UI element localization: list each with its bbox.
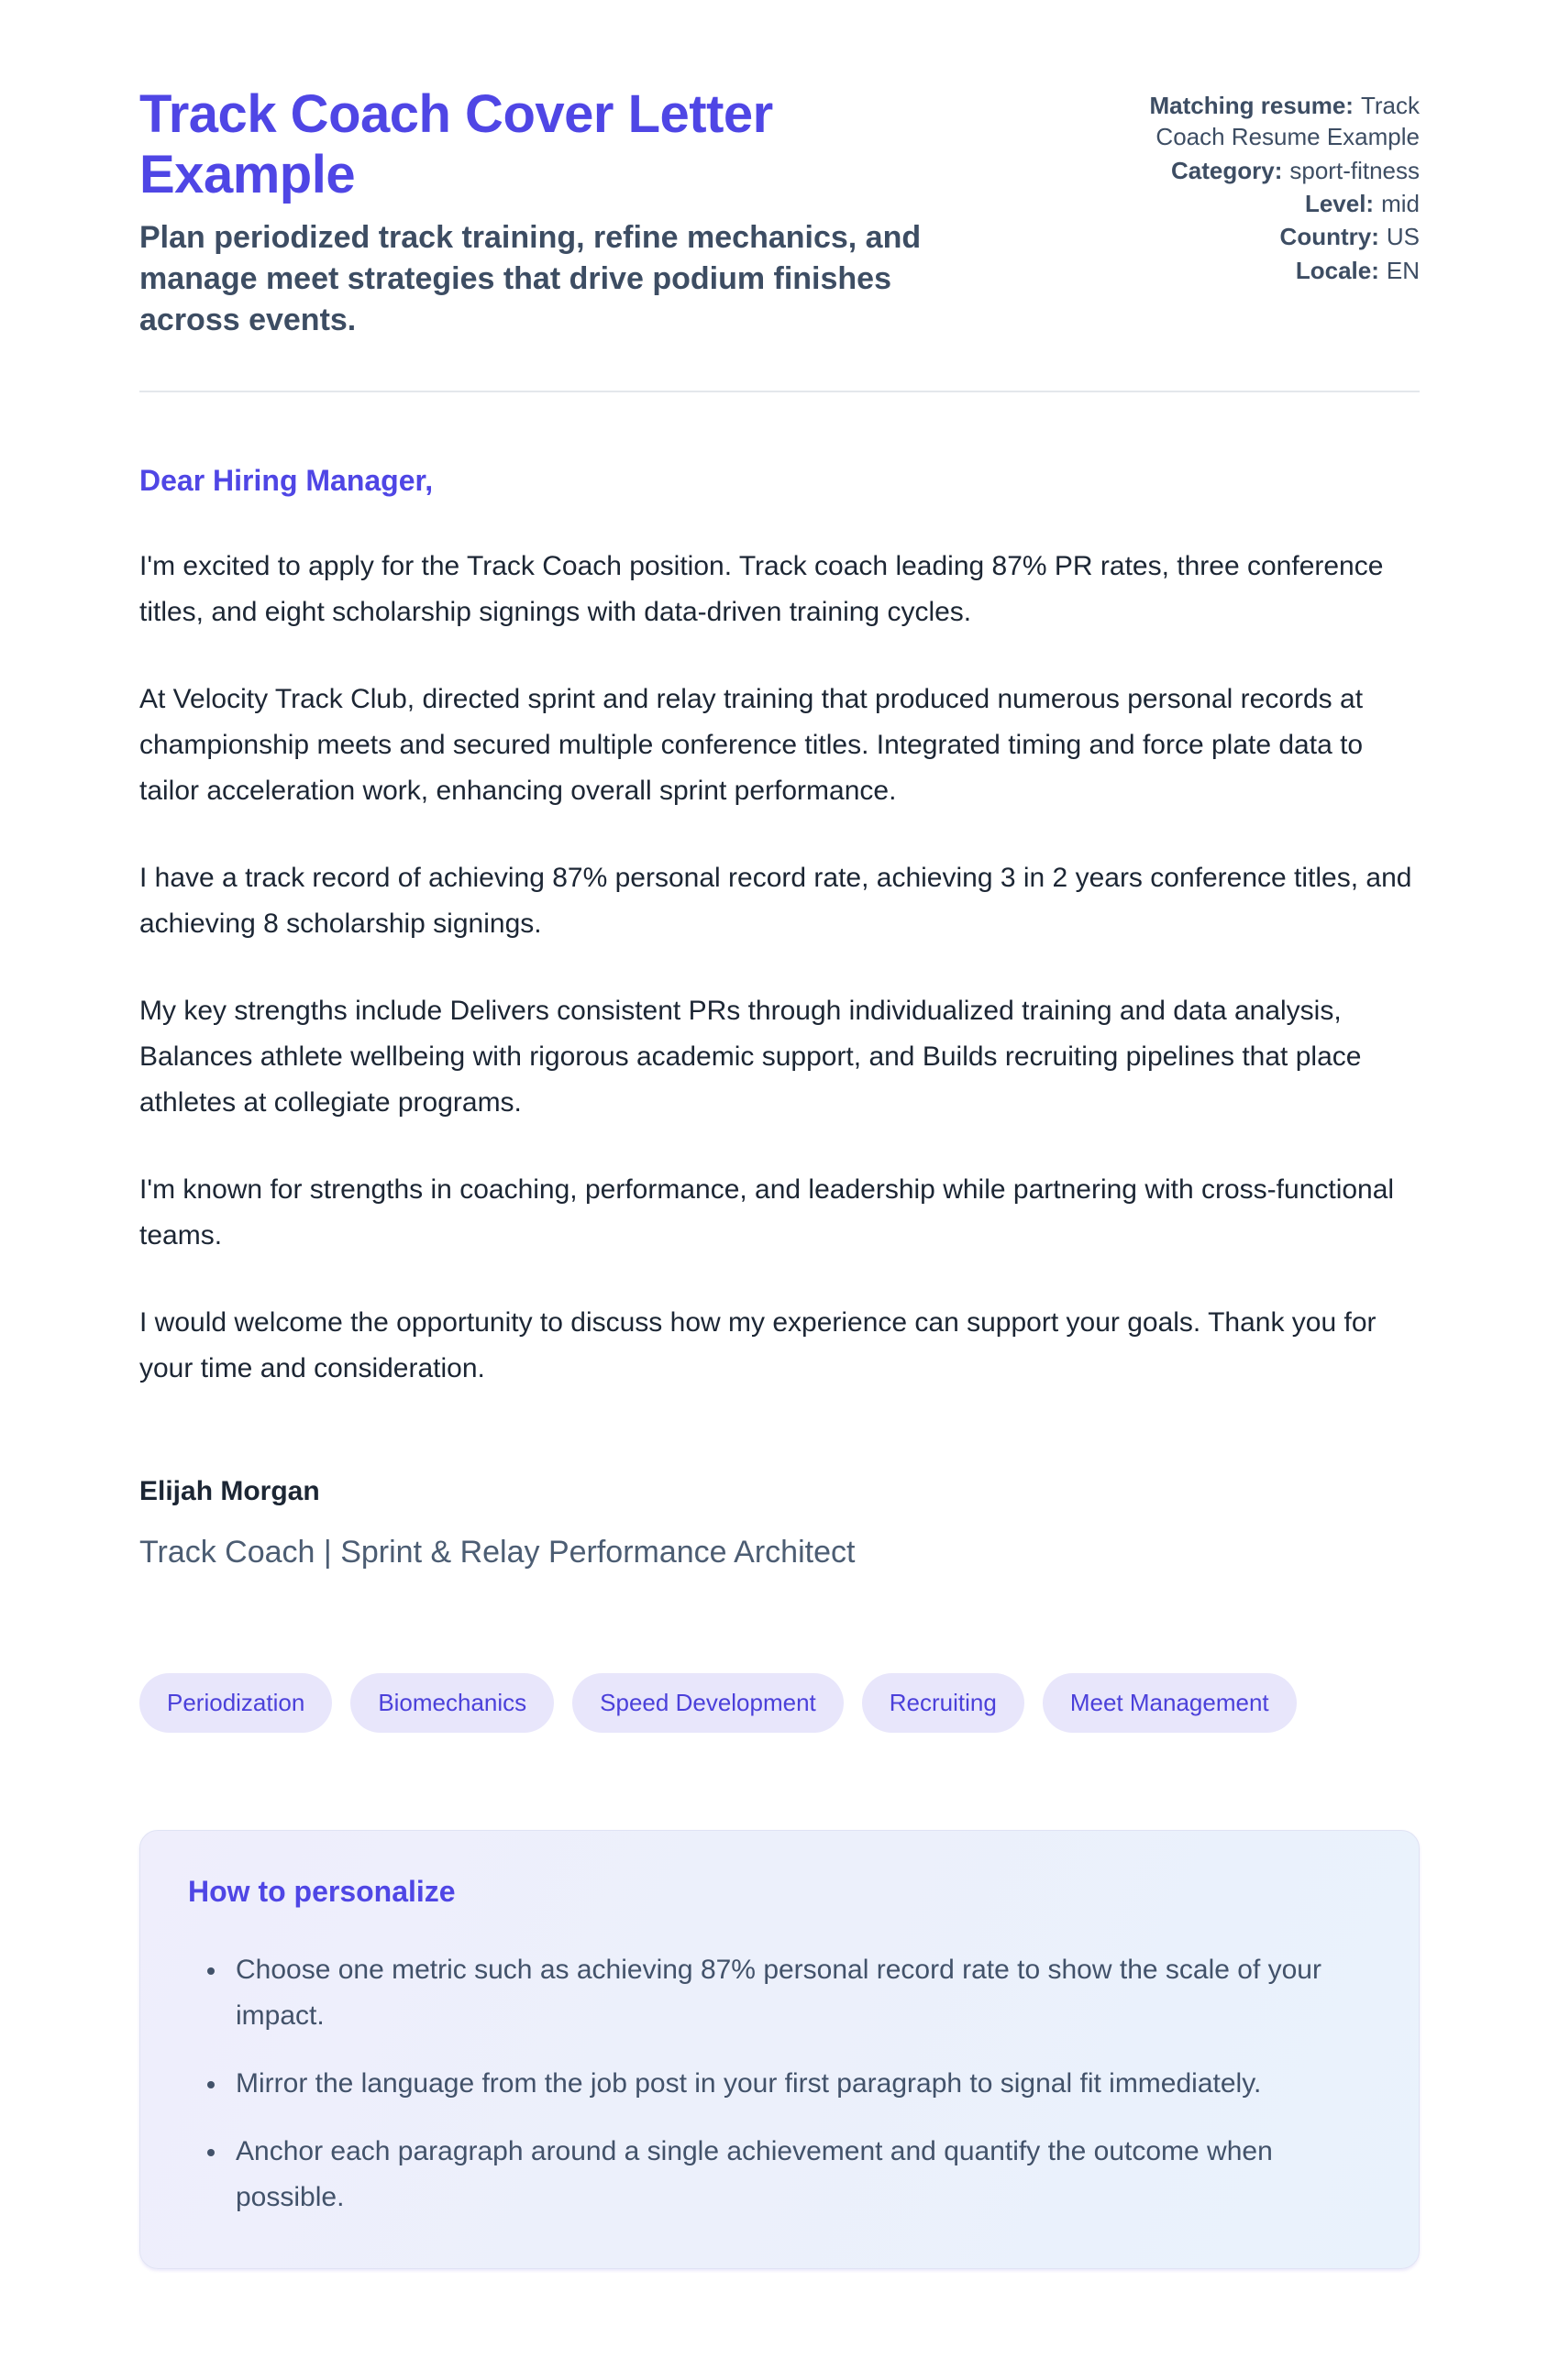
skill-tag-meet-management: Meet Management [1043, 1673, 1297, 1733]
letter-paragraph: At Velocity Track Club, directed sprint and relay training that produced numerous personal records at championship meets and secured multiple conference titles. Integrated timing and force plate data to tailor acceleration work, enhancing overall sprint performance. [139, 683, 1364, 806]
skill-tag-list [139, 1673, 1420, 1733]
header-divider [139, 391, 1420, 392]
personalize-panel [139, 1830, 1420, 2269]
meta-value: mid [1381, 189, 1420, 217]
header [139, 84, 1420, 341]
meta-matching-resume [1117, 90, 1420, 153]
greeting: Dear Hiring Manager, [139, 463, 434, 497]
meta-category [1117, 155, 1420, 186]
page-title: Track Coach Cover Letter Example [139, 84, 773, 204]
meta-level [1117, 188, 1420, 219]
letter-paragraph: I would welcome the opportunity to discuss how my experience can support your goals. Thank you for your time and consideration. [139, 1306, 1377, 1383]
signature-title: Track Coach | Sprint & Relay Performance Architect [139, 1534, 856, 1570]
cover-letter-page [139, 0, 1420, 2357]
personalize-tip: • Mirror the language from the job post in your first paragraph to signal fit immediately. [228, 2061, 1371, 2107]
signature-name: Elijah Morgan [139, 1475, 320, 1506]
meta-value: Track Coach Resume Example [1155, 92, 1420, 151]
page-subtitle: Plan periodized track training, refine mechanics, and manage meet strategies that drive podium finishes across events. [139, 220, 922, 337]
letter-paragraph: My key strengths include Delivers consistent PRs through individualized training and data analysis, Balances athlete wellbeing with rigorous academic support, and Builds recruiting pipelines that place athletes at collegiate programs. [139, 995, 1362, 1118]
meta-label: Category: [1171, 156, 1283, 184]
header-title-block [139, 84, 969, 341]
personalize-tip: • Choose one metric such as achieving 87% personal record rate to show the scale of your impact. [228, 1947, 1371, 2039]
personalize-tips-list [188, 1947, 1371, 2220]
letter-body [139, 464, 1420, 1570]
meta-country [1117, 221, 1420, 252]
meta-label: Locale: [1295, 256, 1379, 284]
meta-label: Matching resume: [1149, 92, 1354, 119]
meta-value: sport-fitness [1289, 156, 1420, 184]
resume-meta-block [1117, 84, 1420, 288]
letter-paragraph: I have a track record of achieving 87% personal record rate, achieving 3 in 2 years conference titles, and achieving 8 scholarship signings. [139, 862, 1412, 939]
meta-locale [1117, 255, 1420, 286]
letter-paragraph: I'm excited to apply for the Track Coach position. Track coach leading 87% PR rates, three conference titles, and eight scholarship signings with data-driven training cycles. [139, 550, 1384, 627]
skill-tag-recruiting: Recruiting [862, 1673, 1024, 1733]
personalize-tip: • Anchor each paragraph around a single achievement and quantify the outcome when possible. [228, 2129, 1371, 2220]
personalize-panel-title: How to personalize [188, 1874, 456, 1908]
meta-label: Country: [1279, 223, 1379, 251]
skill-tag-periodization: Periodization [139, 1673, 332, 1733]
meta-value: US [1386, 223, 1420, 251]
letter-paragraph: I'm known for strengths in coaching, performance, and leadership while partnering with cross-functional teams. [139, 1173, 1395, 1251]
meta-value: EN [1386, 256, 1420, 284]
skill-tag-speed-development: Speed Development [572, 1673, 844, 1733]
meta-label: Level: [1304, 189, 1375, 217]
skill-tag-biomechanics: Biomechanics [350, 1673, 554, 1733]
